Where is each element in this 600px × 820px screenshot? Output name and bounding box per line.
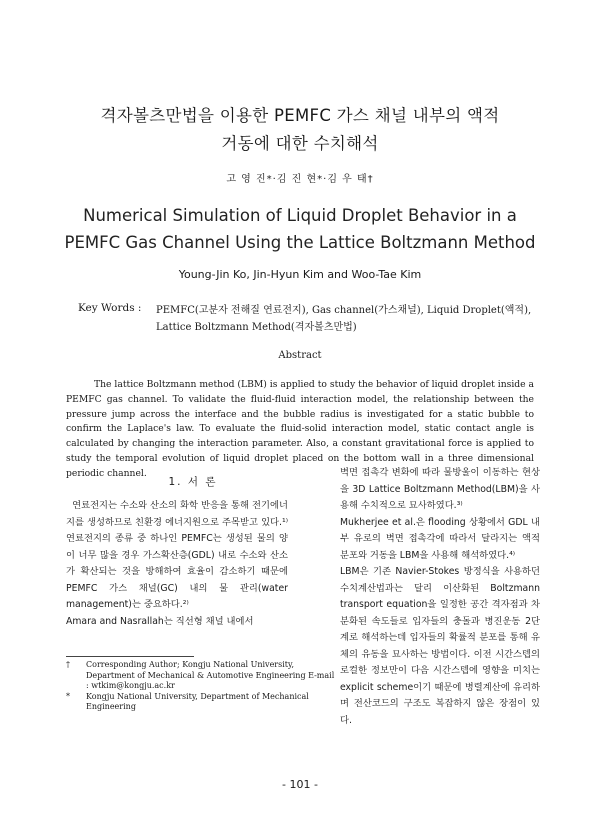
page-number: - 101 - bbox=[282, 778, 318, 791]
korean-authors: 고 영 진*·김 진 현*·김 우 태† bbox=[226, 174, 374, 185]
footnote-text: Kongju National University, Department of Mechanical Engineering bbox=[86, 691, 309, 711]
left-paragraph-1: 연료전지는 수소와 산소의 화학 반응을 통해 전기에너지를 생성하므로 친환경 에너지원으로 주목받고 있다.¹⁾ 연료전지의 종류 중 하나인 PEMFC는 생성된 물의 양이 너무 많을 경우 가스확산층(GDL) 내로 수소와 산소가 확산되는 것을 방해하여 효율이 감소하기 때문에 PEMFC 가스 채널(GC) 내의 물 관리(water management)는 중요하다.²⁾ bbox=[66, 500, 288, 610]
keywords bbox=[156, 302, 556, 336]
right-column bbox=[340, 465, 540, 729]
footnote-text: Corresponding Author; Kongju National University, Department of Mechanical & Automotive Engineering E-mail : wtkim@kongju.ac.kr bbox=[86, 660, 335, 690]
left-column bbox=[66, 498, 288, 630]
right-paragraph-3: LBM은 기존 Navier-Stokes 방정식을 사용하던 수치계산법과는 달리 이산화된 Boltzmann transport equation을 일정한 공간 격자점과 차분화된 속도들로 입자들의 충돌과 병진운동 2단계로 해석하는데 입자들의 확률적 분포를 통해 유체의 유동을 묘사하는 방법이다. 이전 시간스텝의 로컬한 정보만이 다음 시간스텝에 영향을 미치는 explicit scheme이기 때문에 병렬계산에 유리하며 전산코드의 구조도 복잡하지 않은 장점이 있다. bbox=[340, 566, 540, 726]
right-paragraph-1: 벽면 접촉각 변화에 따라 물방울이 이동하는 현상을 3D Lattice Boltzmann Method(LBM)을 사용해 수치적으로 묘사하였다.³⁾ bbox=[340, 467, 540, 511]
right-paragraph-2: Mukherjee et al.은 flooding 상황에서 GDL 내부 유로의 벽면 접촉각에 따라서 달라지는 액적 분포와 거동을 LBM을 사용해 해석하였다.⁴⁾ bbox=[340, 516, 540, 561]
keywords-line-1: PEMFC(고분자 전해질 연료전지), Gas channel(가스채널), Liquid Droplet(액적), bbox=[156, 305, 532, 316]
korean-title-line-2: 거동에 대한 수치해석 bbox=[221, 134, 379, 153]
english-authors: Young-Jin Ko, Jin-Hyun Kim and Woo-Tae Kim bbox=[178, 268, 422, 281]
footnote-divider bbox=[66, 656, 194, 657]
footnote-mark: † bbox=[66, 660, 70, 669]
korean-title-line-1: 격자볼츠만법을 이용한 PEMFC 가스 채널 내부의 액적 bbox=[100, 106, 500, 125]
keywords-label: Key Words : bbox=[78, 302, 142, 314]
korean-title bbox=[0, 102, 600, 158]
abstract-heading: Abstract bbox=[278, 350, 322, 361]
english-title-line-2: PEMFC Gas Channel Using the Lattice Boltzmann Method bbox=[64, 233, 536, 252]
english-title-line-1: Numerical Simulation of Liquid Droplet Behavior in a bbox=[83, 206, 517, 225]
footnotes bbox=[66, 660, 336, 713]
footnote-affiliation bbox=[66, 692, 336, 713]
english-title bbox=[0, 202, 600, 256]
keywords-line-2: Lattice Boltzmann Method(격자볼츠만법) bbox=[156, 322, 357, 333]
left-paragraph-2: Amara and Nasrallah는 직선형 채널 내에서 bbox=[66, 615, 254, 627]
footnote-mark: * bbox=[66, 691, 70, 701]
abstract-text: The lattice Boltzmann method (LBM) is applied to study the behavior of liquid droplet inside a PEMFC gas channel. To validate the fluid-fluid interaction model, the relationship between the pressure jump across the interface and the bubble radius is investigated for a static bubble to confirm the Laplace's law. To evaluate the fluid-solid interaction model, static contact angle is calculated by changing the interaction parameter. Also, a constant gravitational force is applied to study the temporal evolution of liquid droplet placed on the bottom wall in a three dimensional periodic channel. bbox=[66, 379, 534, 479]
footnote-corresponding bbox=[66, 660, 336, 692]
section-heading: 1. 서 론 bbox=[168, 476, 218, 488]
